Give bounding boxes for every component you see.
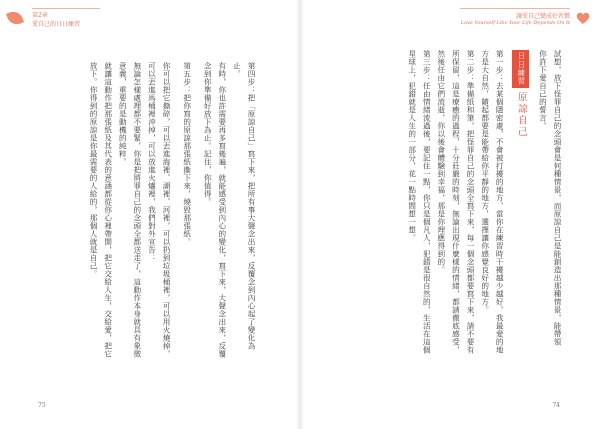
left-body-text	[46, 62, 258, 362]
paragraph: 無論怎樣處理都不要緊，你是把將罪自己的念頭全都送走了，這動作本身就具有象徵意義，重要的是動機的純粹。	[118, 62, 142, 358]
right-body-text	[354, 50, 564, 360]
left-page	[0, 0, 296, 429]
chapter-title: 愛自己的日日練習	[32, 21, 81, 28]
paragraph: 第五步：把你寫的原諒那張紙撕下來，燒毀那張紙。	[182, 62, 192, 246]
step-paragraph: 第三步：任由情緒流過後，要記住一點，你只是個凡人，犯錯是很自然的，生活在這個星球上，犯錯就是人生的一部分，花一點時間想一想。	[407, 50, 432, 354]
section-title: 原諒自己	[515, 91, 527, 139]
section-heading	[512, 50, 529, 360]
right-page	[304, 0, 600, 429]
step-paragraph: 第二步：準備紙和筆，把怪罪自己的念頭全寫下來，每一個念頭都要寫下來，請不要有所保留，這是療癒的過程，十分莊嚴的時刻，無論出現什麼樣的情緒，都請徹底感受，然後任由它們流逝，你以後會體驗到幸福，那是你理應得到的。	[436, 50, 476, 354]
paragraph: 第四步：把「原諒自己」寫下來，把所有事大聲念出來，反覆念到內心起了變化為止。	[232, 62, 256, 350]
paragraph: 有時，你也許需要再多寫幾遍，就能感受到內心的變化，寫下來，大聲念出來，反覆念到你準備好放下為止。記住，你值得。	[203, 62, 227, 358]
intro-paragraph: 試想，放下怪罪自己的念頭會是何種情景，而原諒自己是能創造出那種情景，能帶領	[553, 50, 562, 346]
header-rule	[32, 8, 100, 9]
step-paragraph: 第一步：去某個隱密處，不會被打擾的地方，當你在練習時干擾越少越好，我最愛的地方是大自然，隨起都要是能帶給你平靜的地方，選擇讓你感覺良好的地方。	[480, 50, 505, 354]
book-gutter	[296, 0, 304, 429]
exercise-tag: 日日練習	[512, 50, 529, 88]
paragraph: 就讓這動作把那張紙及其代表的意涵都從你心裡帶開，把它交給人生，交給愛，把它放下。你得到的原諒是你最需要的人給的，那個人就是自己。	[89, 62, 113, 358]
book-subtitle: Love Yourself Like Your Life Depends On It	[460, 20, 570, 26]
page-number-right: 74	[552, 402, 560, 409]
right-running-header	[452, 8, 592, 34]
leaf-icon	[6, 9, 24, 27]
left-running-header	[8, 8, 100, 32]
page-number-left: 75	[38, 402, 46, 409]
book-title: 讓愛自己變成好習慣	[515, 13, 570, 20]
header-rule	[460, 8, 570, 9]
chapter-label: 第2章	[32, 12, 48, 19]
paragraph: 你可以把它撕碎，可以丟進海裡、湖裡、河裡，可以扔到垃圾桶裡，可以用火燒掉，可以丟進馬桶裡沖掉，可以放進火爐裡，我們對外宣告：	[147, 62, 172, 358]
heart-icon	[576, 12, 590, 26]
intro-paragraph: 你許下愛自己的誓言。	[538, 50, 548, 130]
